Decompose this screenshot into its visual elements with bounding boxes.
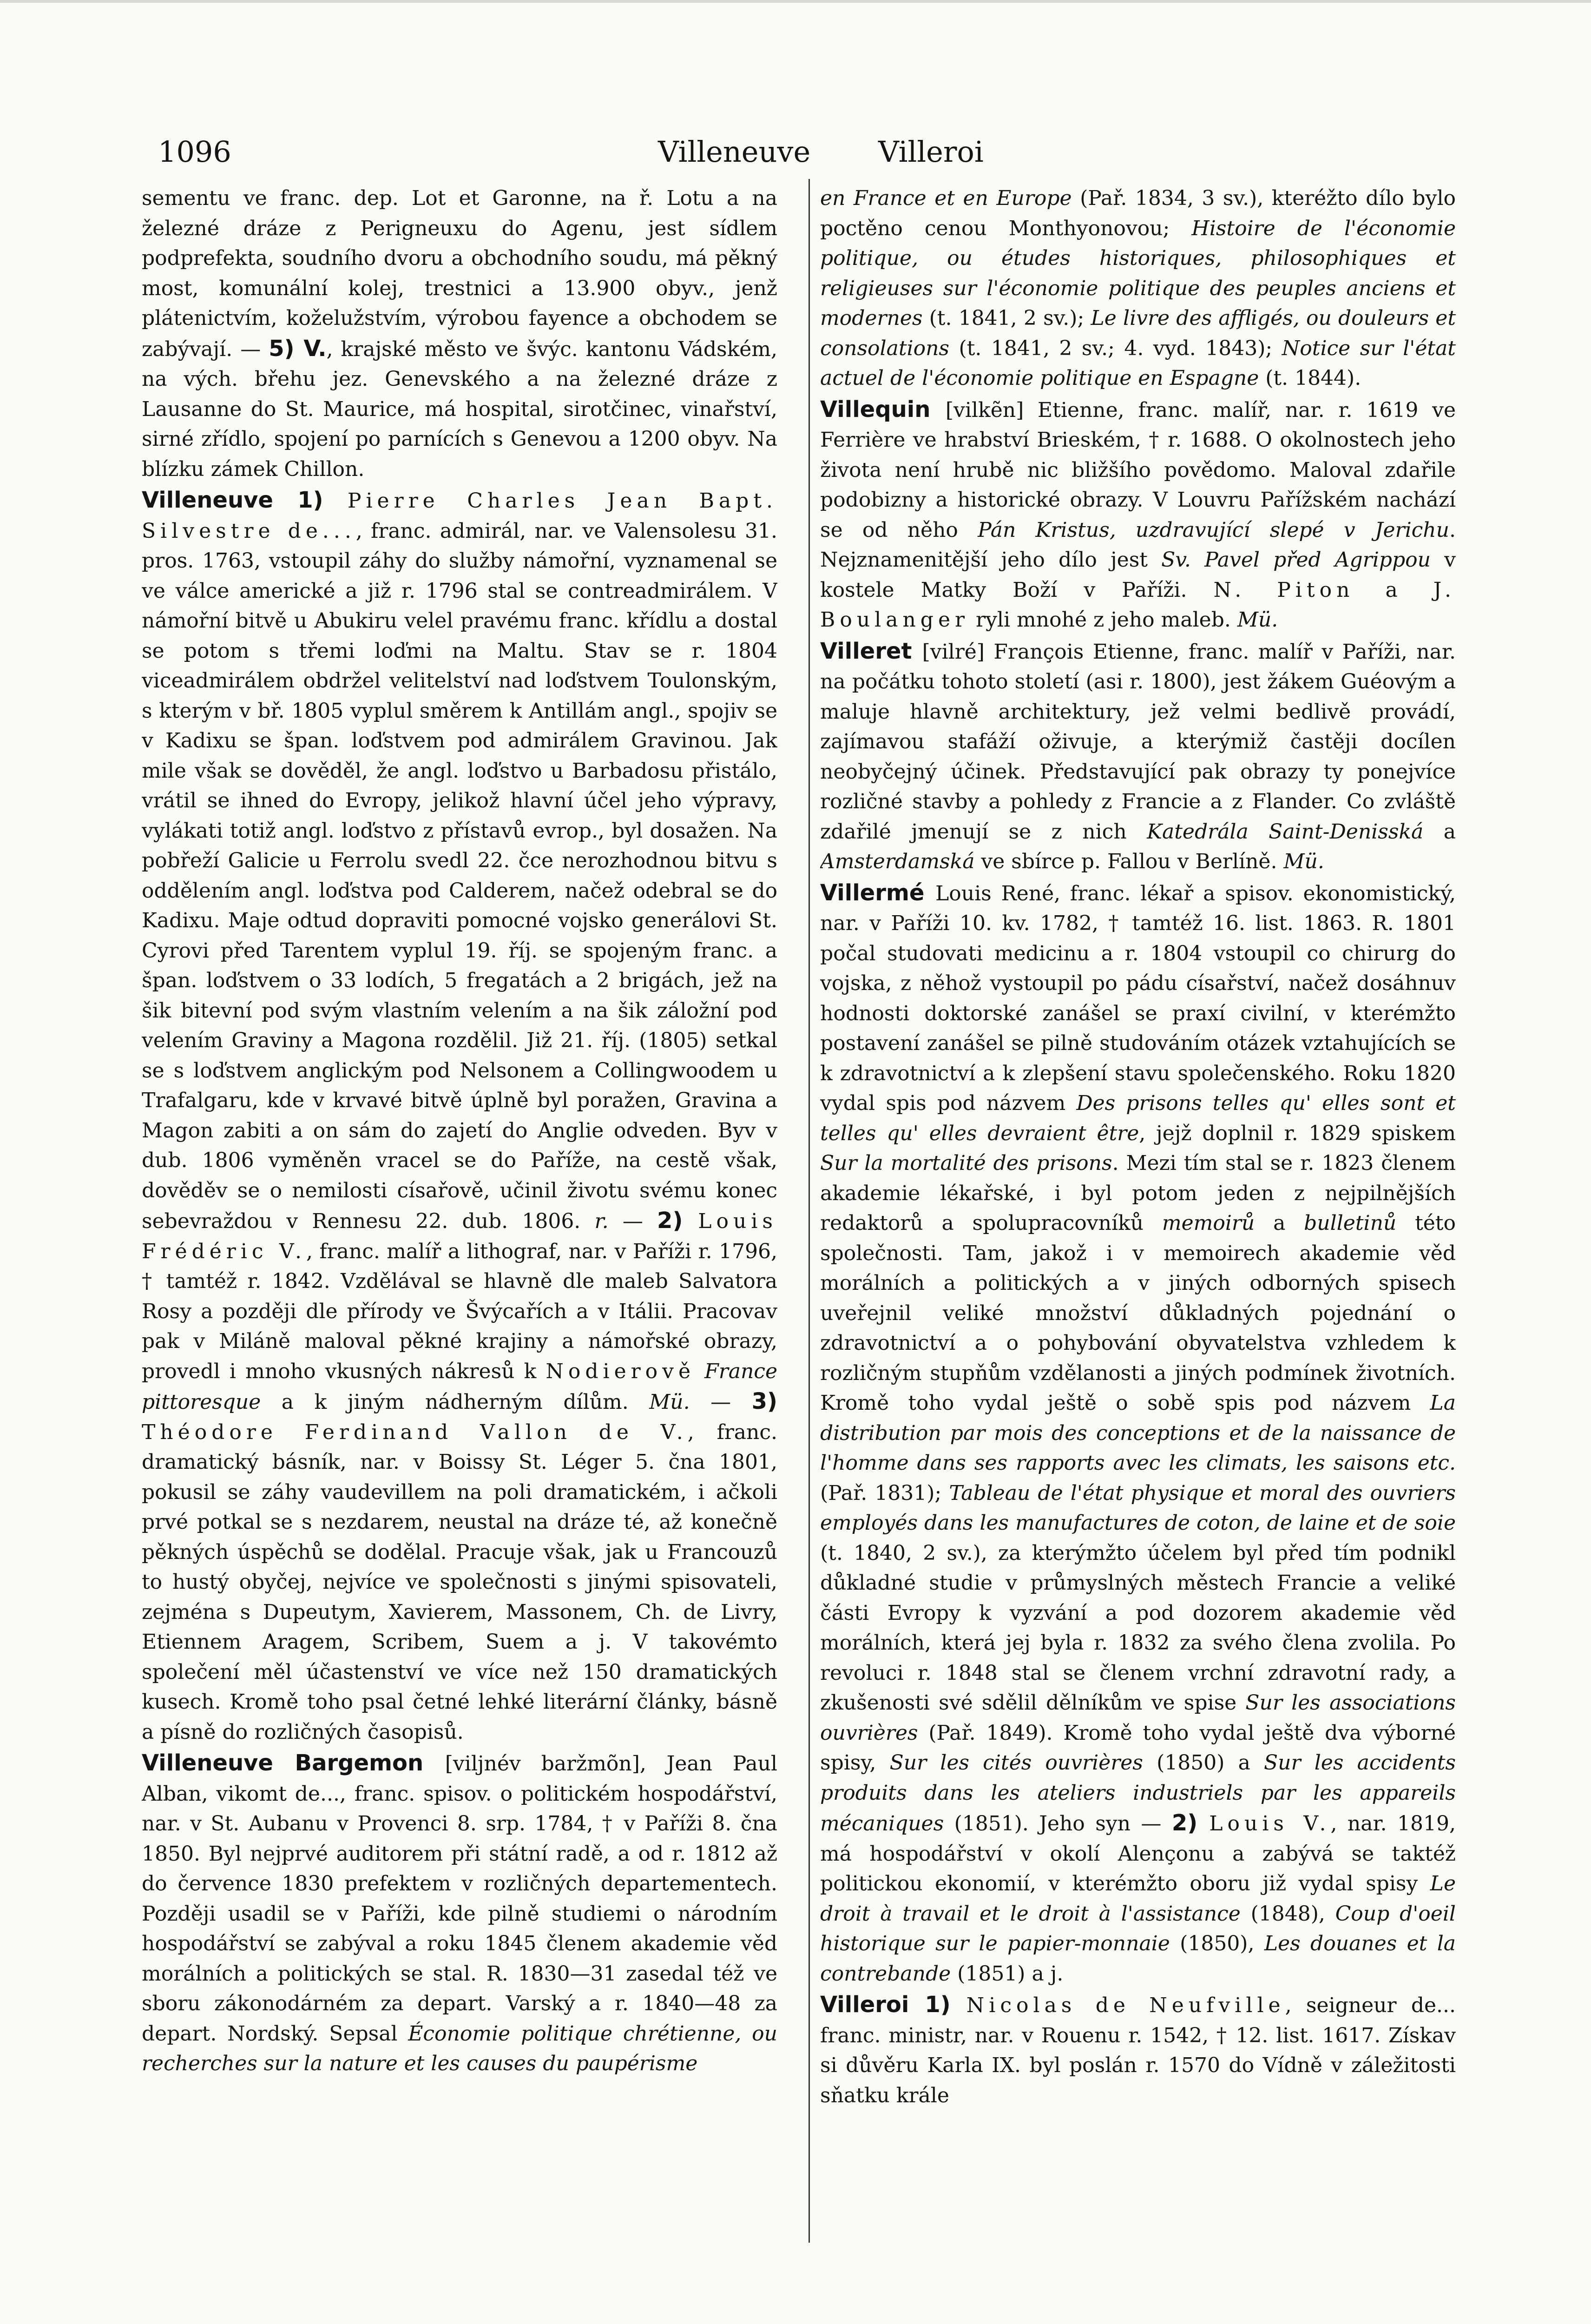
entry-text: (t. 1840, 2 sv.), za kterýmžto účelem byl před tím podnikl důkladné studie v průmyslných městech Francie a veliké části Evropy k vyzvání a pod dozorem akademie věd morálních, která jej byla r. 1832 za svého člena zvolila. Po revoluci r. 1848 stal se členem vrchní zdravotní rady, a zkušenosti své sdělil dělníkům ve spise (820, 1541, 1456, 1715)
entry-text: , krajské město ve švýc. kantonu Vádském, na vých. břehu jez. Genevského a na železné dráze z Lausanne do St. Maurice, má hospital, sirotčinec, vinařství, sirné zřídlo, spojení po parnících s Genevou a 1200 obyv. Na blízku zámek Chillon. (142, 337, 777, 481)
italic-title: r. (594, 1209, 609, 1233)
right-column (820, 184, 1456, 2229)
italic-title: Des prisons telles qu' elles sont et telles qu' elles devraient être (820, 1091, 1456, 1145)
entry-text: , jejž doplnil r. 1829 spiskem (1139, 1121, 1456, 1145)
entry-headword: 2) (657, 1208, 698, 1234)
entry-text: (t. 1841, 2 sv.; 4. vyd. 1843); (949, 336, 1282, 360)
entry-text: této společnosti. Tam, jakož i v memoirech akademie věd morálních a politických a v jiných odborných spisech uveřejnil veliké množství důkladných pojednání o zdravotnictví a o pohybování obyvatelstva vzhledem k rozličným stupňům vzdělanosti a jiných podmínek životních. Kromě toho vydal ještě o sobě spis pod názvem (820, 1211, 1456, 1415)
running-headword-left: Villeneuve (658, 135, 811, 169)
italic-title: Histoire de l'économie politique, ou études historiques, philosophiques et religieuses sur l'économie politique des peuples anciens et modernes (820, 216, 1456, 330)
dictionary-entry (142, 1748, 777, 2079)
running-header (139, 135, 1431, 181)
entry-headword: Villeneuve 1) (142, 487, 348, 513)
entry-text: (t. 1844). (1259, 366, 1361, 390)
entry-text: (1851). Jeho syn — (944, 1812, 1172, 1835)
dictionary-entry (820, 636, 1456, 877)
italic-title: Le droit à travail et le droit à l'assistance (820, 1872, 1456, 1926)
entry-text: (1850) a (1143, 1751, 1264, 1775)
entry-text: [vilkẽn] Etienne, franc. malíř, nar. r. 1619 ve Ferrière ve hrabství Brieském, † r. 1688. O okolnostech jeho života není hrubě nic bližšího povědomo. Maloval zdařile podobizny a historické obrazy. V Louvru Pařížském nachází se od něho (820, 398, 1456, 542)
entry-text: a k jiným nádherným dílům. (261, 1390, 650, 1414)
scan-edge-top (0, 0, 1591, 3)
entry-text: (t. 1841, 2 sv.); (922, 306, 1091, 330)
entry-headword: Villequin (820, 396, 946, 423)
entry-text: , franc. malíř a lithograf, nar. v Paříži r. 1796, † tamtéž r. 1842. Vzdělával se hlavně dle maleb Salvatora Rosy a později dle přírody ve Švýcařích a v Itálii. Pracovav pak v Miláně maloval pěkné krajiny a námořské obrazy, provedl i mnoho vkusných nákresů k (142, 1239, 777, 1383)
dictionary-entry (820, 878, 1456, 1989)
entry-text: a (1423, 819, 1456, 844)
spaced-name: Louis Frédéric V. (142, 1209, 777, 1263)
italic-title: en France et en Europe (820, 186, 1072, 210)
entry-headword: 5) V. (269, 335, 327, 362)
spaced-name: N. Piton a J. Boulanger (820, 578, 1456, 632)
entry-text: (1850), (1170, 1932, 1264, 1955)
spaced-name: Nodierově (546, 1359, 696, 1383)
column-divider (809, 179, 810, 2243)
italic-title: Pán Kristus, uzdravující slepé v Jerichu (978, 518, 1449, 542)
entry-text: . Nejznamenitější jeho dílo jest (820, 518, 1456, 572)
entry-text: (1851) a j. (951, 1961, 1064, 1986)
italic-title: Notice sur l'état actuel de l'économie politique en Espagne (820, 336, 1456, 390)
entry-headword: Villeret (820, 638, 922, 664)
italic-title: Sur la mortalité des prisons (820, 1151, 1112, 1175)
italic-title: Le livre des affligés, ou douleurs et consolations (820, 306, 1456, 360)
entry-text: , seigneur de... franc. ministr, nar. v Rouenu r. 1542, † 12. list. 1617. Získav si důvěru Karla IX. byl poslán r. 1570 do Vídně v záležitosti sňatku krále (820, 1994, 1456, 2107)
dictionary-entry (820, 395, 1456, 635)
entry-text: (Pař. 1834, 3 sv.), kteréžto dílo bylo poctěno cenou Monthyonovou; (820, 186, 1456, 240)
entry-text: [viljnév baržmõn], Jean Paul Alban, vikomt de..., franc. spisov. o politickém hospodářství, nar. v St. Aubanu v Provenci 8. srp. 1784, † v Paříži 8. čna 1850. Byl nejprvé auditorem při státní radě, a od r. 1812 až do července 1830 prefektem v rozličných departementech. Později usadil se v Paříži, kde pilně studiemi o národním hospodářství se zabýval a roku 1845 členem akademie věd morálních a politických se stal. R. 1830—31 zasedal též ve sboru zákonodárném za depart. Varský a r. 1840—48 za depart. Nordský. Sepsal (142, 1752, 777, 2046)
entry-text: , franc. admirál, nar. ve Valensolesu 31. pros. 1763, vstoupil záhy do služby námořní, vyznamenal se ve válce americké a již r. 1796 stal se contreadmirálem. V námořní bitvě u Abukiru velel pravému franc. křídlu a dostal se potom s třemi loďmi na Maltu. Stav se r. 1804 viceadmirálem obdržel velitelství nad loďstvem Toulonským, s kterým v bř. 1805 vyplul směrem k Antillám angl., spojiv se v Kadixu se špan. loďstvem pod admirálem Gravinou. Jak mile však se dověděl, že angl. loďstvo u Barbadosu přistálo, vrátil se ihned do Evropy, jelikož hlavní účel jeho výpravy, vylákati totiž angl. loďstvo z přístavů evrop., byl dosažen. Na pobřeží Galicie u Ferrolu svedl 22. čce nerozhodnou bitvu s oddělením angl. loďstva pod Calderem, načež odebral se do Kadixu. Maje odtud dopraviti pomocné vojsko generálovi St. Cyrovi před Tarentem vyplul 19. říj. se spojeným franc. a špan. loďstvem o 33 lodích, 5 fregatách a 2 brigách, jež na šik bitevní pod svým vlastním velením a na šik záložní pod velením Graviny a Magona rozdělil. Již 21. říj. (1805) setkal se s loďstvem anglickým pod Nelsonem a Collingwoodem u Trafalgaru, kde v krvavé bitvě úplně byl poražen, Gravina a Magon zabiti a on sám do zajetí do Anglie odveden. Byv v dub. 1806 vyměněn vracel se do Paříže, na cestě však, dověděv se o nemilosti císařově, učinil životu svému konec sebevraždou v Rennesu 22. dub. 1806. (142, 519, 777, 1233)
entry-text: (Pař. 1831); (820, 1481, 949, 1505)
italic-title: La distribution par mois des conceptions et de la naissance de l'homme dans ses rapports avec les climats, les saisons etc. (820, 1391, 1456, 1475)
italic-title: bulletinů (1304, 1211, 1397, 1235)
italic-title: Tableau de l'état physique et moral des ouvriers employés dans les manufactures de coton, de laine et de soie (820, 1481, 1456, 1535)
italic-title: Mü. (1237, 608, 1278, 632)
entry-text: sementu ve franc. dep. Lot et Garonne, na ř. Lotu a na železné dráze z Perigneuxu do Agenu, jest sídlem podprefekta, soudního dvoru a obchodního soudu, má pěkný most, komunální kolej, trestnici a 13.900 obyv., jenž plátenictvím, koželužstvím, výrobou fayence a obchodem se zabývají. — (142, 186, 777, 361)
entry-continuation (820, 184, 1456, 394)
entry-text: . Mezi tím stal se r. 1823 členem akademie lékařské, i byl potom jeden z nejpilnějších redaktorů a spolupracovníků (820, 1151, 1456, 1235)
entry-text: — (690, 1390, 752, 1414)
entry-text: a (1255, 1211, 1304, 1235)
entry-text: ve sbírce p. Fallou v Berlíně. (974, 850, 1284, 873)
entry-text: , franc. dramatický básník, nar. v Boissy St. Léger 5. čna 1801, pokusil se záhy vaudevillem na poli dramatickém, i ačkoli prvé potkal se s nezdarem, neustal na dráze té, až konečně pěkných úspěchů se dodělal. Pracuje však, jak u Francouzů to hustý obyčej, nejvíce ve společnosti s jinými spisovateli, zejména s Dupeutym, Xavierem, Massonem, Ch. de Livry, Etiennem Aragem, Scribem, Suem a j. V takovémto společení měl účastenství ve více než 150 dramatických kusech. Kromě toho psal četné lehké literární články, básně a písně do rozličných časopisů. (142, 1420, 777, 1744)
italic-title: Sur les cités ouvrières (889, 1751, 1143, 1775)
italic-title: memoirů (1162, 1211, 1255, 1235)
entry-text: — (608, 1209, 657, 1233)
spaced-name: Pierre Charles Jean Bapt. Silvestre de... (142, 489, 777, 543)
entry-headword: Villeroi 1) (820, 1992, 966, 2018)
entry-text: ryli mnohé z jeho maleb. (969, 608, 1237, 632)
entry-headword: Villeneuve Bargemon (142, 1750, 445, 1776)
spaced-name: Nicolas de Neufville (966, 1994, 1285, 2017)
italic-title: Amsterdamská (820, 850, 975, 873)
dictionary-entry (820, 1990, 1456, 2111)
left-column (142, 184, 777, 2229)
entry-headword: 3) (751, 1388, 777, 1414)
italic-title: France pittoresque (142, 1359, 777, 1414)
italic-title: Les douanes et la contrebande (820, 1932, 1456, 1986)
italic-title: Mü. (1283, 850, 1324, 873)
italic-title: Coup d'oeil historique sur le papier-monnaie (820, 1901, 1456, 1955)
entry-text: Louis René, franc. lékař a spisov. ekonomistický, nar. v Paříži 10. kv. 1782, † tamtéž 16. list. 1863. R. 1801 počal studovati medicinu a r. 1804 vstoupil co chirurg do vojska, z něhož vystoupil po pádu císařství, načež dosáhnuv hodnosti doktorské zanášel se praxí civilní, v kterémžto postavení zanášel se pilně studováním otázek vztahujících se k zdravotnictví a k zlepšení stavu společenského. Roku 1820 vydal spis pod názvem (820, 881, 1456, 1115)
dictionary-entry (142, 485, 777, 1747)
page-number: 1096 (158, 135, 231, 169)
entry-text: v kostele Matky Boží v Paříži. (820, 548, 1456, 602)
entry-text: (1848), (1240, 1901, 1335, 1926)
spaced-name: Louis V. (1209, 1812, 1331, 1835)
italic-title: Sur les accidents produits dans les ateliers industriels par les appareils mécaniques (820, 1751, 1456, 1835)
entry-text (695, 1360, 704, 1383)
running-headword-right: Villeroi (878, 135, 984, 169)
italic-title: Sv. Pavel před Agrippou (1161, 548, 1431, 572)
italic-title: Sur les associations ouvrières (820, 1691, 1456, 1745)
spaced-name: Théodore Ferdinand Vallon de V. (142, 1420, 688, 1444)
entry-text: , nar. 1819, má hospodářství v okolí Alençonu a zabývá se taktéž politickou ekonomií, v kterémžto oboru již vydal spisy (820, 1812, 1456, 1895)
entry-text: (Pař. 1849). Kromě toho vydal ještě dva výborné spisy, (820, 1721, 1456, 1775)
entry-headword: Villermé (820, 879, 936, 906)
italic-title: Katedrála Saint-Denisská (1147, 819, 1424, 844)
entry-continuation (142, 184, 777, 484)
entry-text: [vilré] François Etienne, franc. malíř v Paříži, nar. na počátku tohoto století (asi r. 1800), jest žákem Guéovým a maluje hlavně architektury, jež velmi bedlivě provádí, zajímavou stafáží oživuje, a kterýmiž častěji docílen neobyčejný účinek. Představující pak obrazy ty ponejvíce rozličné stavby a pohledy z Francie a z Flander. Co zvláště zdařilé jmenují se z nich (820, 640, 1456, 844)
entry-headword: 2) (1171, 1810, 1210, 1836)
italic-title: Mü. (649, 1390, 690, 1414)
italic-title: Économie politique chrétienne, ou recherches sur la nature et les causes du paupérisme (142, 2021, 777, 2075)
